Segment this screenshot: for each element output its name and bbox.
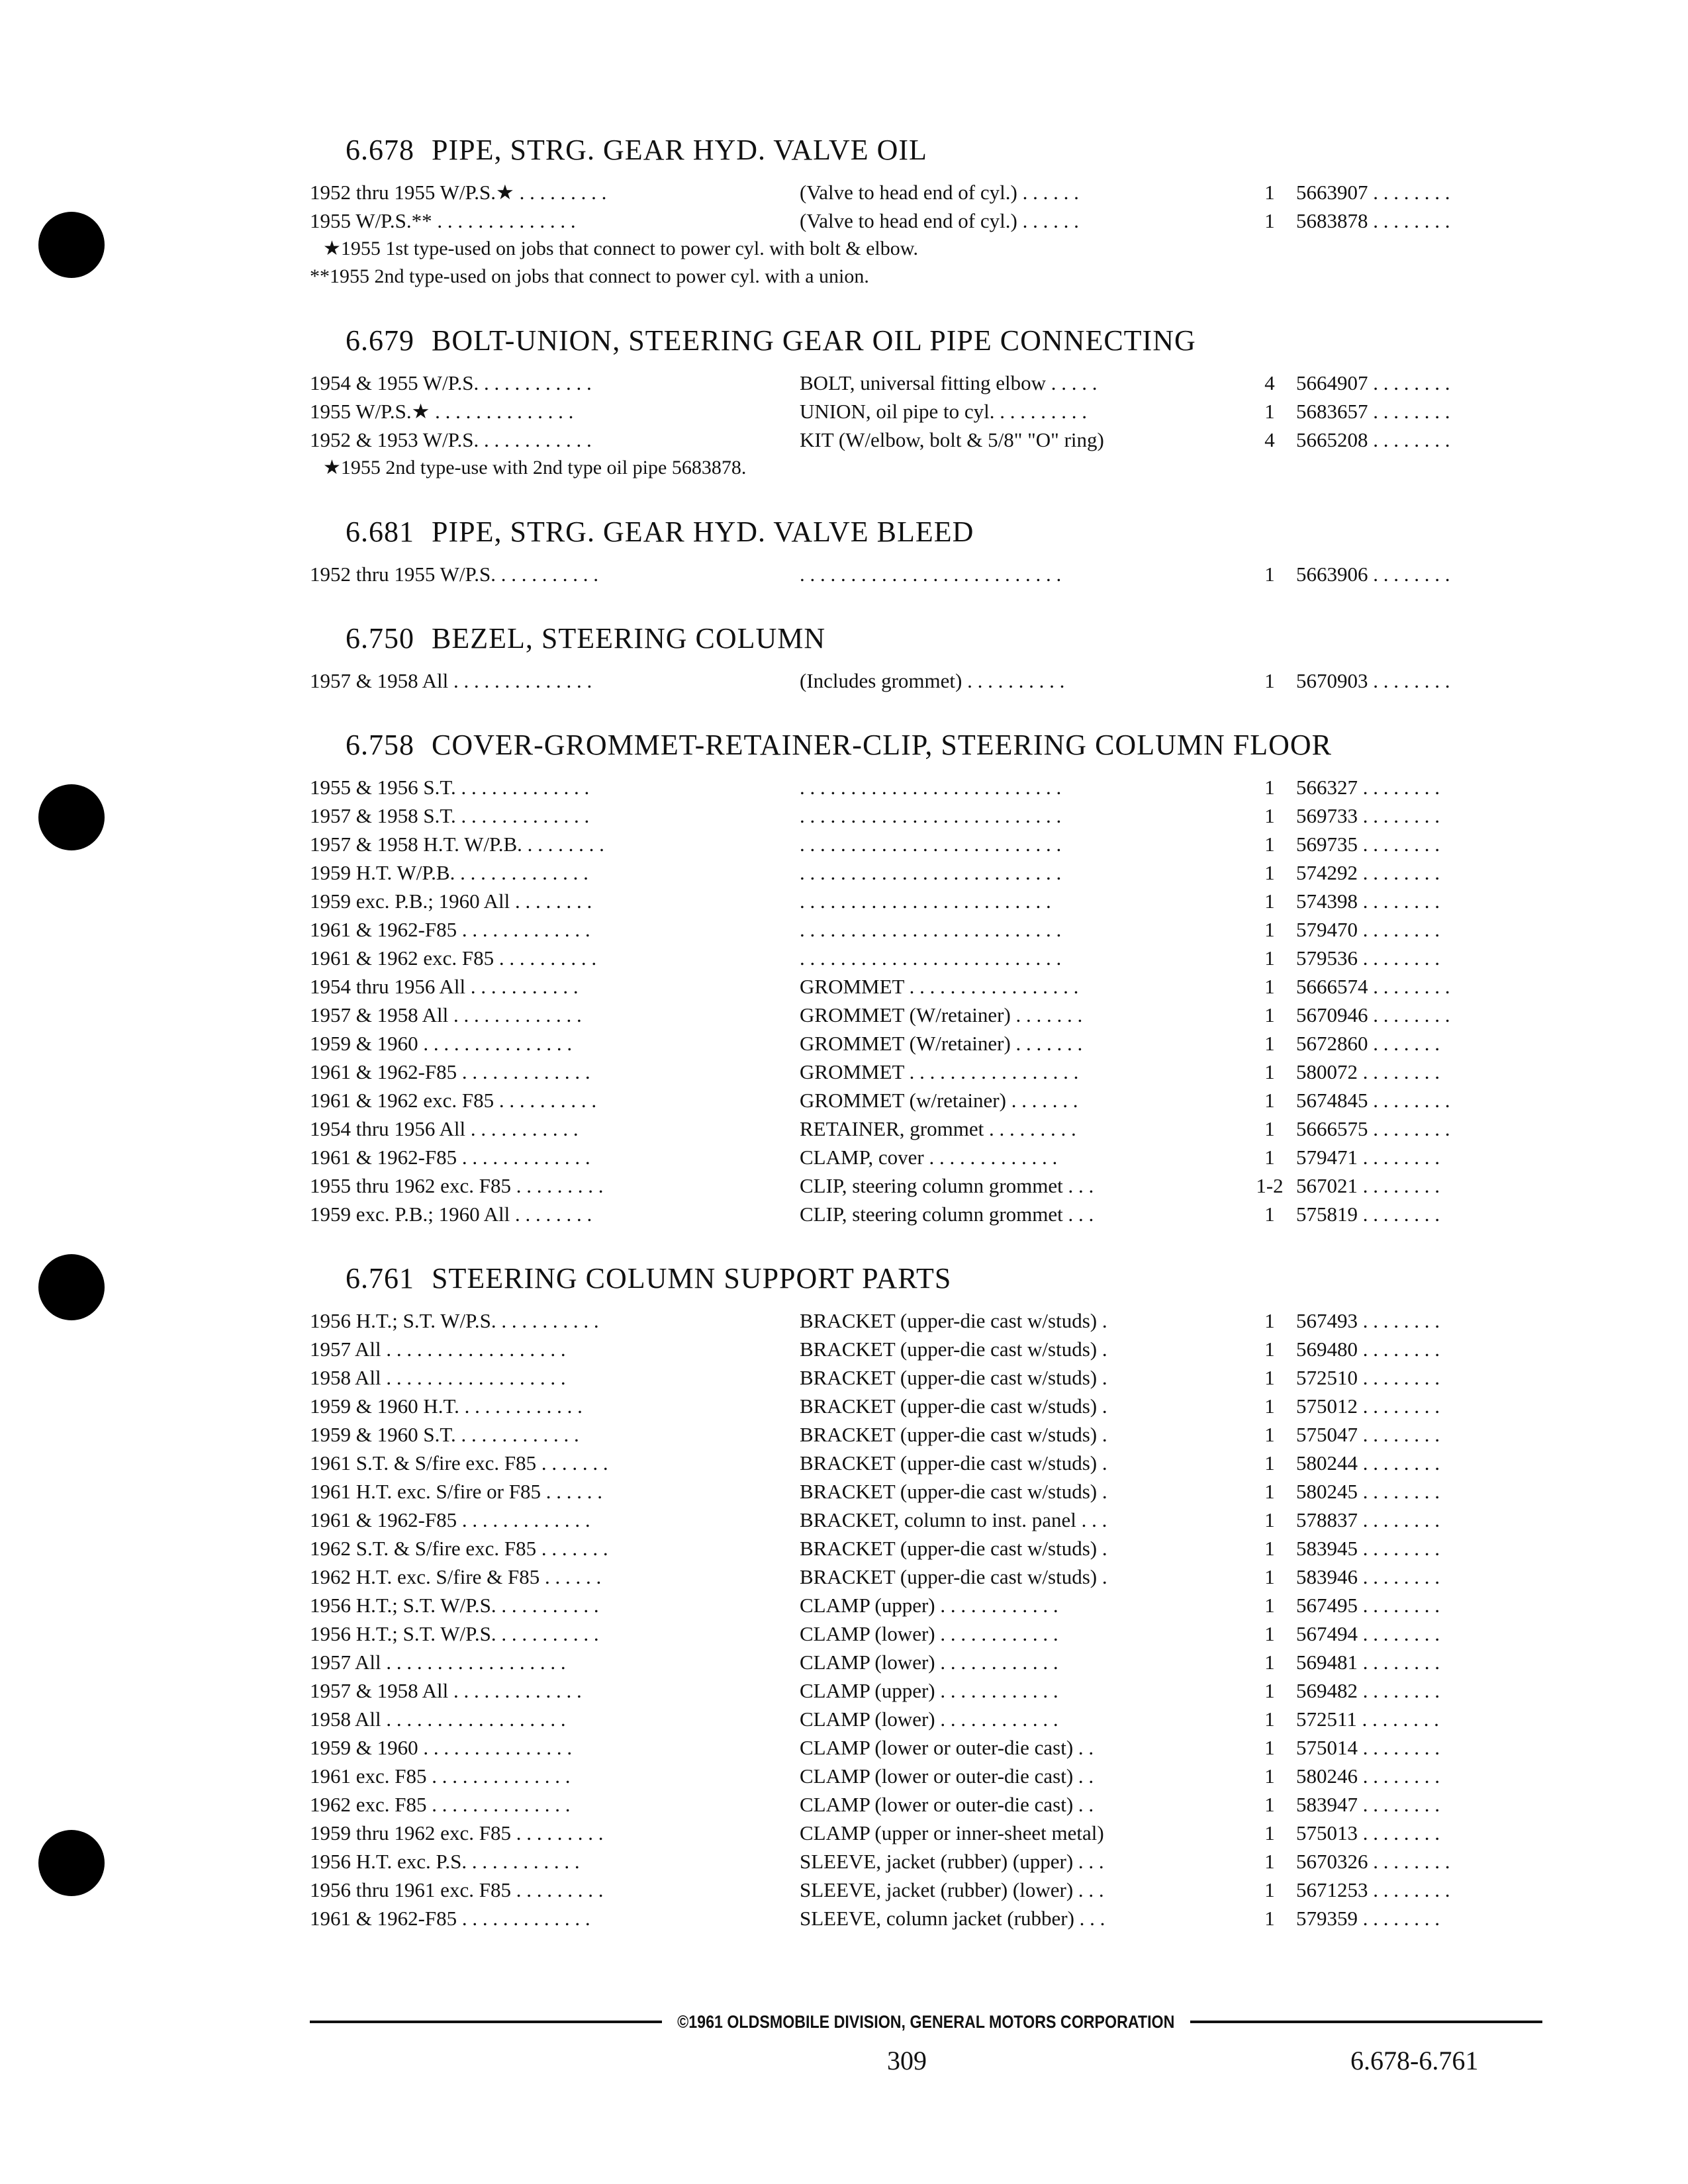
part-number-cell: 5663906 . . . . . . . .: [1296, 563, 1450, 586]
description-cell: SLEEVE, jacket (rubber) (lower) . . .: [800, 1878, 1104, 1901]
section-title: [346, 617, 1542, 660]
quantity-cell: 1: [1264, 1060, 1275, 1083]
quantity-cell: 1: [1264, 1537, 1275, 1560]
quantity-cell: 1: [1264, 1508, 1275, 1531]
quantity-cell: 1: [1264, 1309, 1275, 1332]
application-cell: 1958 All . . . . . . . . . . . . . . . . . .: [310, 1707, 566, 1731]
description-cell: GROMMET . . . . . . . . . . . . . . . . .: [800, 975, 1079, 998]
part-number-cell: 5670903 . . . . . . . .: [1296, 669, 1450, 692]
table-row: [310, 1506, 1542, 1534]
footnote: ★1955 1st type-used on jobs that connect to power cyl. with bolt & elbow.: [323, 238, 918, 259]
table-row: [310, 1648, 1542, 1676]
description-cell: CLIP, steering column grommet . . .: [800, 1174, 1094, 1197]
description-cell: . . . . . . . . . . . . . . . . . . . . . . . . . .: [800, 861, 1062, 884]
description-cell: . . . . . . . . . . . . . . . . . . . . . . . . . .: [800, 563, 1062, 586]
parts-table: [310, 1306, 1542, 1933]
quantity-cell: 1: [1264, 946, 1275, 970]
application-cell: 1959 exc. P.B.; 1960 All . . . . . . . .: [310, 1203, 592, 1226]
part-number-cell: 580245 . . . . . . . .: [1296, 1480, 1440, 1503]
section-number: 6.758: [346, 729, 414, 761]
parts-table: [310, 560, 1542, 588]
footer-rule: [310, 2007, 1542, 2037]
table-row: [310, 858, 1542, 887]
description-cell: . . . . . . . . . . . . . . . . . . . . . . . . . .: [800, 946, 1062, 970]
table-row: [310, 1733, 1542, 1762]
application-cell: 1956 H.T.; S.T. W/P.S. . . . . . . . . . .: [310, 1622, 599, 1645]
description-cell: CLAMP (upper or inner-sheet metal): [800, 1821, 1104, 1844]
description-cell: (Valve to head end of cyl.) . . . . . .: [800, 209, 1079, 232]
application-cell: 1961 & 1962-F85 . . . . . . . . . . . . .: [310, 1146, 590, 1169]
application-cell: 1954 thru 1956 All . . . . . . . . . . .: [310, 975, 579, 998]
description-cell: RETAINER, grommet . . . . . . . . .: [800, 1117, 1076, 1140]
description-cell: UNION, oil pipe to cyl. . . . . . . . . .: [800, 400, 1087, 423]
description-cell: BRACKET (upper-die cast w/studs) .: [800, 1366, 1107, 1389]
part-number-cell: 5663907 . . . . . . . .: [1296, 181, 1450, 204]
part-number-cell: 580244 . . . . . . . .: [1296, 1451, 1440, 1475]
parts-table: [310, 178, 1542, 235]
application-cell: 1959 & 1960 H.T. . . . . . . . . . . . .: [310, 1394, 583, 1418]
part-number-cell: 567494 . . . . . . . .: [1296, 1622, 1440, 1645]
parts-catalog-page: [310, 129, 1542, 1962]
part-number-cell: 583945 . . . . . . . .: [1296, 1537, 1440, 1560]
description-cell: CLAMP (lower or outer-die cast) . .: [800, 1793, 1094, 1816]
binder-hole-4: [38, 1830, 105, 1896]
section-number: 6.681: [346, 516, 414, 548]
application-cell: 1954 thru 1956 All . . . . . . . . . . .: [310, 1117, 579, 1140]
quantity-cell: 1: [1264, 1736, 1275, 1759]
quantity-cell: 1: [1264, 1594, 1275, 1617]
application-cell: 1957 & 1958 All . . . . . . . . . . . . .: [310, 1003, 582, 1026]
application-cell: 1952 & 1953 W/P.S. . . . . . . . . . . .: [310, 428, 592, 451]
table-row: [310, 560, 1542, 588]
description-cell: CLAMP (lower or outer-die cast) . .: [800, 1764, 1094, 1788]
part-number-cell: 569481 . . . . . . . .: [1296, 1651, 1440, 1674]
quantity-cell: 1: [1264, 861, 1275, 884]
quantity-cell: 1: [1264, 1338, 1275, 1361]
application-cell: 1961 & 1962-F85 . . . . . . . . . . . . .: [310, 918, 590, 941]
page-number: 309: [887, 2046, 927, 2075]
section-title: [346, 724, 1542, 766]
part-number-cell: 572511 . . . . . . . .: [1296, 1707, 1439, 1731]
part-number-cell: 579470 . . . . . . . .: [1296, 918, 1440, 941]
parts-table: [310, 666, 1542, 695]
application-cell: 1957 All . . . . . . . . . . . . . . . . . .: [310, 1338, 566, 1361]
application-cell: 1957 & 1958 All . . . . . . . . . . . . . .: [310, 669, 592, 692]
part-number-cell: 583946 . . . . . . . .: [1296, 1565, 1440, 1588]
quantity-cell: 1: [1264, 1451, 1275, 1475]
application-cell: 1961 & 1962-F85 . . . . . . . . . . . . .: [310, 1508, 590, 1531]
description-cell: KIT (W/elbow, bolt & 5/8" "O" ring): [800, 428, 1104, 451]
table-row: [310, 206, 1542, 235]
table-row: [310, 801, 1542, 830]
application-cell: 1955 & 1956 S.T. . . . . . . . . . . . . .: [310, 776, 590, 799]
table-row: [310, 773, 1542, 801]
description-cell: CLAMP (lower) . . . . . . . . . . . .: [800, 1651, 1058, 1674]
part-number-cell: 574292 . . . . . . . .: [1296, 861, 1440, 884]
part-number-cell: 572510 . . . . . . . .: [1296, 1366, 1440, 1389]
table-row: [310, 1143, 1542, 1171]
part-number-cell: 569735 . . . . . . . .: [1296, 833, 1440, 856]
application-cell: 1957 & 1958 H.T. W/P.B. . . . . . . . .: [310, 833, 604, 856]
description-cell: SLEEVE, jacket (rubber) (upper) . . .: [800, 1850, 1104, 1873]
application-cell: 1956 thru 1961 exc. F85 . . . . . . . . .: [310, 1878, 604, 1901]
quantity-cell: 1: [1264, 918, 1275, 941]
quantity-cell: 1: [1264, 1907, 1275, 1930]
description-cell: GROMMET . . . . . . . . . . . . . . . . .: [800, 1060, 1079, 1083]
footer-rule-left: [310, 2021, 662, 2023]
part-number-cell: 575819 . . . . . . . .: [1296, 1203, 1440, 1226]
description-cell: (Includes grommet) . . . . . . . . . .: [800, 669, 1065, 692]
description-cell: (Valve to head end of cyl.) . . . . . .: [800, 181, 1079, 204]
quantity-cell: 1: [1264, 563, 1275, 586]
section-name: COVER-GROMMET-RETAINER-CLIP, STEERING COLUMN FLOOR: [432, 729, 1332, 761]
section-name: BOLT-UNION, STEERING GEAR OIL PIPE CONNECTING: [432, 324, 1196, 357]
quantity-cell: 1-2: [1256, 1174, 1284, 1197]
application-cell: 1959 exc. P.B.; 1960 All . . . . . . . .: [310, 889, 592, 913]
part-number-cell: 569482 . . . . . . . .: [1296, 1679, 1440, 1702]
application-cell: 1959 H.T. W/P.B. . . . . . . . . . . . . .: [310, 861, 588, 884]
description-cell: BRACKET (upper-die cast w/studs) .: [800, 1480, 1107, 1503]
description-cell: . . . . . . . . . . . . . . . . . . . . . . . . . .: [800, 804, 1062, 827]
part-number-cell: 5670946 . . . . . . . .: [1296, 1003, 1450, 1026]
quantity-cell: 1: [1264, 1707, 1275, 1731]
table-row: [310, 1904, 1542, 1933]
description-cell: CLAMP (upper) . . . . . . . . . . . .: [800, 1594, 1058, 1617]
table-row: [310, 1705, 1542, 1733]
table-row: [310, 915, 1542, 944]
table-row: [310, 944, 1542, 972]
application-cell: 1959 & 1960 . . . . . . . . . . . . . . .: [310, 1736, 573, 1759]
section-number: 6.761: [346, 1262, 414, 1295]
application-cell: 1958 All . . . . . . . . . . . . . . . . . .: [310, 1366, 566, 1389]
table-row: [310, 1676, 1542, 1705]
description-cell: CLAMP (upper) . . . . . . . . . . . .: [800, 1679, 1058, 1702]
parts-section: [310, 511, 1542, 588]
quantity-cell: 1: [1264, 889, 1275, 913]
section-title: [346, 129, 1542, 171]
table-row: [310, 1171, 1542, 1200]
application-cell: 1961 & 1962-F85 . . . . . . . . . . . . .: [310, 1907, 590, 1930]
quantity-cell: 1: [1264, 1366, 1275, 1389]
section-name: STEERING COLUMN SUPPORT PARTS: [432, 1262, 952, 1295]
quantity-cell: 1: [1264, 804, 1275, 827]
application-cell: 1959 & 1960 . . . . . . . . . . . . . . .: [310, 1032, 573, 1055]
quantity-cell: 1: [1264, 181, 1275, 204]
quantity-cell: 1: [1264, 1821, 1275, 1844]
quantity-cell: 1: [1264, 1764, 1275, 1788]
description-cell: CLAMP, cover . . . . . . . . . . . . .: [800, 1146, 1058, 1169]
description-cell: BRACKET (upper-die cast w/studs) .: [800, 1565, 1107, 1588]
part-number-cell: 569733 . . . . . . . .: [1296, 804, 1440, 827]
description-cell: GROMMET (w/retainer) . . . . . . .: [800, 1089, 1078, 1112]
application-cell: 1961 & 1962-F85 . . . . . . . . . . . . .: [310, 1060, 590, 1083]
description-cell: BRACKET (upper-die cast w/studs) .: [800, 1338, 1107, 1361]
application-cell: 1959 thru 1962 exc. F85 . . . . . . . . .: [310, 1821, 604, 1844]
part-number-cell: 575014 . . . . . . . .: [1296, 1736, 1440, 1759]
part-number-cell: 578837 . . . . . . . .: [1296, 1508, 1440, 1531]
part-number-cell: 567495 . . . . . . . .: [1296, 1594, 1440, 1617]
footer-rule-right: [1190, 2021, 1542, 2023]
application-cell: 1956 H.T. exc. P.S. . . . . . . . . . . .: [310, 1850, 580, 1873]
quantity-cell: 1: [1264, 1622, 1275, 1645]
application-cell: 1956 H.T.; S.T. W/P.S. . . . . . . . . . .: [310, 1309, 599, 1332]
description-cell: BRACKET (upper-die cast w/studs) .: [800, 1451, 1107, 1475]
table-row: [310, 1534, 1542, 1563]
table-row: [310, 1392, 1542, 1420]
quantity-cell: 1: [1264, 1651, 1275, 1674]
table-row: [310, 1200, 1542, 1228]
parts-table: [310, 773, 1542, 1228]
table-row: [310, 1115, 1542, 1143]
table-row: [310, 1876, 1542, 1904]
table-row: [310, 1619, 1542, 1648]
part-number-cell: 579536 . . . . . . . .: [1296, 946, 1440, 970]
page-range: 6.678-6.761: [1350, 2046, 1479, 2075]
parts-section: [310, 320, 1542, 482]
quantity-cell: 1: [1264, 1203, 1275, 1226]
application-cell: 1957 & 1958 S.T. . . . . . . . . . . . . .: [310, 804, 590, 827]
application-cell: 1961 H.T. exc. S/fire or F85 . . . . . .: [310, 1480, 602, 1503]
table-row: [310, 1335, 1542, 1363]
quantity-cell: 1: [1264, 209, 1275, 232]
application-cell: 1962 S.T. & S/fire exc. F85 . . . . . . .: [310, 1537, 608, 1560]
part-number-cell: 5674845 . . . . . . . .: [1296, 1089, 1450, 1112]
table-row: [310, 972, 1542, 1001]
binder-hole-1: [38, 212, 105, 278]
table-row: [310, 1058, 1542, 1086]
table-row: [310, 1762, 1542, 1790]
table-row: [310, 369, 1542, 397]
part-number-cell: 5683657 . . . . . . . .: [1296, 400, 1450, 423]
table-row: [310, 666, 1542, 695]
part-number-cell: 580072 . . . . . . . .: [1296, 1060, 1440, 1083]
table-row: [310, 1847, 1542, 1876]
application-cell: 1956 H.T.; S.T. W/P.S. . . . . . . . . . .: [310, 1594, 599, 1617]
description-cell: . . . . . . . . . . . . . . . . . . . . . . . . . .: [800, 918, 1062, 941]
part-number-cell: 5672860 . . . . . . .: [1296, 1032, 1440, 1055]
table-row: [310, 1591, 1542, 1619]
quantity-cell: 1: [1264, 1480, 1275, 1503]
table-row: [310, 1363, 1542, 1392]
quantity-cell: 1: [1264, 1146, 1275, 1169]
table-row: [310, 1306, 1542, 1335]
application-cell: 1959 & 1960 S.T. . . . . . . . . . . . .: [310, 1423, 579, 1446]
section-number: 6.678: [346, 134, 414, 166]
table-row: [310, 1449, 1542, 1477]
parts-section: [310, 1257, 1542, 1933]
quantity-cell: 1: [1264, 1878, 1275, 1901]
binder-hole-2: [38, 784, 105, 850]
table-row: [310, 830, 1542, 858]
part-number-cell: 574398 . . . . . . . .: [1296, 889, 1440, 913]
binder-hole-3: [38, 1254, 105, 1320]
part-number-cell: 567493 . . . . . . . .: [1296, 1309, 1440, 1332]
section-title: [346, 511, 1542, 553]
application-cell: 1962 exc. F85 . . . . . . . . . . . . . .: [310, 1793, 571, 1816]
parts-section: [310, 129, 1542, 291]
description-cell: . . . . . . . . . . . . . . . . . . . . . . . . . .: [800, 833, 1062, 856]
quantity-cell: 4: [1264, 428, 1275, 451]
table-row: [310, 178, 1542, 206]
part-number-cell: 575012 . . . . . . . .: [1296, 1394, 1440, 1418]
part-number-cell: 580246 . . . . . . . .: [1296, 1764, 1440, 1788]
quantity-cell: 1: [1264, 776, 1275, 799]
description-cell: CLAMP (lower or outer-die cast) . .: [800, 1736, 1094, 1759]
quantity-cell: 1: [1264, 1850, 1275, 1873]
part-number-cell: 5670326 . . . . . . . .: [1296, 1850, 1450, 1873]
table-row: [310, 1477, 1542, 1506]
quantity-cell: 4: [1264, 371, 1275, 394]
quantity-cell: 1: [1264, 1003, 1275, 1026]
section-name: BEZEL, STEERING COLUMN: [432, 622, 826, 655]
quantity-cell: 1: [1264, 1117, 1275, 1140]
section-name: PIPE, STRG. GEAR HYD. VALVE OIL: [432, 134, 927, 166]
footer-copyright: ©1961 OLDSMOBILE DIVISION, GENERAL MOTORS CORPORATION: [677, 2011, 1175, 2032]
part-number-cell: 575047 . . . . . . . .: [1296, 1423, 1440, 1446]
part-number-cell: 583947 . . . . . . . .: [1296, 1793, 1440, 1816]
quantity-cell: 1: [1264, 975, 1275, 998]
description-cell: BRACKET (upper-die cast w/studs) .: [800, 1537, 1107, 1560]
section-title: [346, 320, 1542, 362]
part-number-cell: 569480 . . . . . . . .: [1296, 1338, 1440, 1361]
table-row: [310, 1420, 1542, 1449]
quantity-cell: 1: [1264, 669, 1275, 692]
quantity-cell: 1: [1264, 1793, 1275, 1816]
table-row: [310, 1001, 1542, 1029]
description-cell: . . . . . . . . . . . . . . . . . . . . . . . . .: [800, 889, 1051, 913]
application-cell: 1957 All . . . . . . . . . . . . . . . . . .: [310, 1651, 566, 1674]
description-cell: GROMMET (W/retainer) . . . . . . .: [800, 1003, 1083, 1026]
description-cell: BRACKET (upper-die cast w/studs) .: [800, 1423, 1107, 1446]
table-row: [310, 1819, 1542, 1847]
description-cell: GROMMET (W/retainer) . . . . . . .: [800, 1032, 1083, 1055]
table-row: [310, 397, 1542, 426]
application-cell: 1961 exc. F85 . . . . . . . . . . . . . .: [310, 1764, 571, 1788]
table-row: [310, 1790, 1542, 1819]
part-number-cell: 575013 . . . . . . . .: [1296, 1821, 1440, 1844]
part-number-cell: 5683878 . . . . . . . .: [1296, 209, 1450, 232]
part-number-cell: 5666574 . . . . . . . .: [1296, 975, 1450, 998]
section-number: 6.679: [346, 324, 414, 357]
quantity-cell: 1: [1264, 1089, 1275, 1112]
part-number-cell: 566327 . . . . . . . .: [1296, 776, 1440, 799]
description-cell: CLAMP (lower) . . . . . . . . . . . .: [800, 1622, 1058, 1645]
section-number: 6.750: [346, 622, 414, 655]
parts-section: [310, 724, 1542, 1228]
application-cell: 1955 thru 1962 exc. F85 . . . . . . . . .: [310, 1174, 604, 1197]
description-cell: . . . . . . . . . . . . . . . . . . . . . . . . . .: [800, 776, 1062, 799]
quantity-cell: 1: [1264, 1423, 1275, 1446]
description-cell: BRACKET (upper-die cast w/studs) .: [800, 1309, 1107, 1332]
parts-section: [310, 617, 1542, 695]
footnote: ★1955 2nd type-use with 2nd type oil pipe 5683878.: [323, 457, 747, 478]
part-number-cell: 579359 . . . . . . . .: [1296, 1907, 1440, 1930]
part-number-cell: 5664907 . . . . . . . .: [1296, 371, 1450, 394]
part-number-cell: 5666575 . . . . . . . .: [1296, 1117, 1450, 1140]
section-title: [346, 1257, 1542, 1300]
description-cell: CLAMP (lower) . . . . . . . . . . . .: [800, 1707, 1058, 1731]
description-cell: BOLT, universal fitting elbow . . . . .: [800, 371, 1098, 394]
quantity-cell: 1: [1264, 400, 1275, 423]
section-name: PIPE, STRG. GEAR HYD. VALVE BLEED: [432, 516, 974, 548]
table-row: [310, 1086, 1542, 1115]
footnote: **1955 2nd type-used on jobs that connect to power cyl. with a union.: [310, 265, 869, 287]
part-number-cell: 5671253 . . . . . . . .: [1296, 1878, 1450, 1901]
application-cell: 1962 H.T. exc. S/fire & F85 . . . . . .: [310, 1565, 602, 1588]
description-cell: BRACKET (upper-die cast w/studs) .: [800, 1394, 1107, 1418]
quantity-cell: 1: [1264, 1679, 1275, 1702]
parts-table: [310, 369, 1542, 454]
application-cell: 1952 thru 1955 W/P.S.★ . . . . . . . . .: [310, 181, 607, 204]
quantity-cell: 1: [1264, 1565, 1275, 1588]
description-cell: CLIP, steering column grommet . . .: [800, 1203, 1094, 1226]
table-row: [310, 1029, 1542, 1058]
application-cell: 1952 thru 1955 W/P.S. . . . . . . . . . .: [310, 563, 599, 586]
part-number-cell: 567021 . . . . . . . .: [1296, 1174, 1440, 1197]
quantity-cell: 1: [1264, 1394, 1275, 1418]
application-cell: 1961 & 1962 exc. F85 . . . . . . . . . .: [310, 946, 597, 970]
application-cell: 1961 & 1962 exc. F85 . . . . . . . . . .: [310, 1089, 597, 1112]
application-cell: 1954 & 1955 W/P.S. . . . . . . . . . . .: [310, 371, 592, 394]
table-row: [310, 887, 1542, 915]
table-row: [310, 426, 1542, 454]
description-cell: SLEEVE, column jacket (rubber) . . .: [800, 1907, 1105, 1930]
quantity-cell: 1: [1264, 1032, 1275, 1055]
application-cell: 1955 W/P.S.★ . . . . . . . . . . . . . .: [310, 400, 574, 423]
description-cell: BRACKET, column to inst. panel . . .: [800, 1508, 1107, 1531]
table-row: [310, 1563, 1542, 1591]
application-cell: 1955 W/P.S.** . . . . . . . . . . . . . .: [310, 209, 576, 232]
application-cell: 1957 & 1958 All . . . . . . . . . . . . .: [310, 1679, 582, 1702]
quantity-cell: 1: [1264, 833, 1275, 856]
part-number-cell: 579471 . . . . . . . .: [1296, 1146, 1440, 1169]
application-cell: 1961 S.T. & S/fire exc. F85 . . . . . . .: [310, 1451, 608, 1475]
part-number-cell: 5665208 . . . . . . . .: [1296, 428, 1450, 451]
